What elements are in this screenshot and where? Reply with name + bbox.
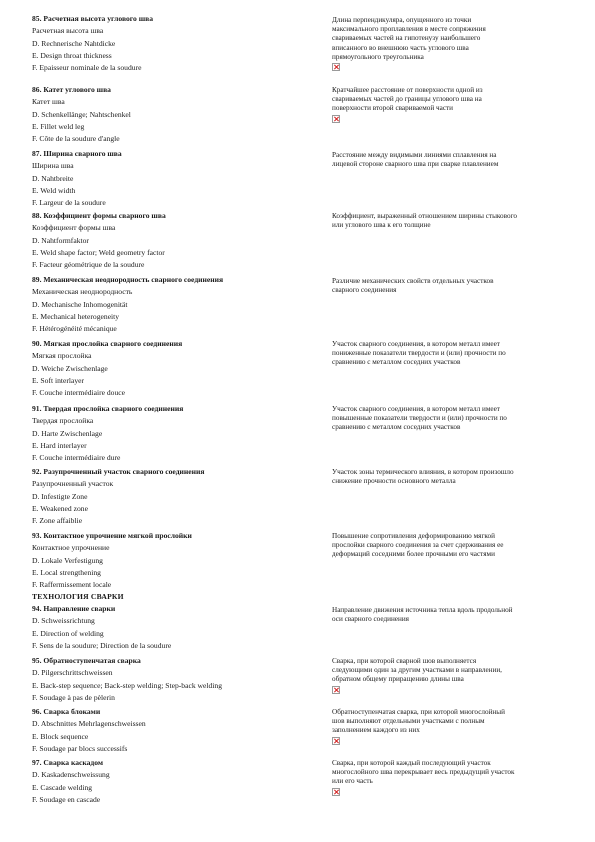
term-ru: Контактное упрочнение [32, 543, 110, 553]
term-fr: F. Couche intermédiaire dure [32, 453, 121, 463]
broken-image-icon [332, 63, 340, 71]
term-de: D. Harte Zwischenlage [32, 428, 103, 438]
term-de: D. Abschnittes Mehrlagenschweissen [32, 719, 146, 729]
term-definition: Коэффициент, выраженный отношением ширины стыкового или углового шва к его толщине [332, 212, 517, 230]
term-title: 97. Сварка каскадом [32, 758, 104, 767]
term-title: 85. Расчетная высота углового шва [32, 14, 154, 23]
term-ru: Разупрочненный участок [32, 479, 114, 489]
term-en: E. Soft interlayer [32, 375, 85, 385]
section-heading: ТЕХНОЛОГИЯ СВАРКИ [32, 592, 124, 601]
term-title: 87. Ширина сварного шва [32, 149, 122, 158]
term-definition: Направление движения источника тепла вдоль продольной оси сварного соединения [332, 606, 513, 624]
term-definition: Повышение сопротивления деформированию мягкой прослойки сварного соединения за счет сдерживания ее деформаций соседними более прочными его частями [332, 532, 504, 559]
term-definition: Сварка, при которой каждый последующий участок многослойного шва перекрывает весь предыдущий участок или его часть [332, 759, 554, 799]
term-ru: Твердая прослойка [32, 416, 94, 426]
term-title: 93. Контактное упрочнение мягкой прослойки [32, 531, 192, 540]
term-fr: F. Soudage par blocs successifs [32, 743, 128, 753]
term-de: D. Weiche Zwischenlage [32, 363, 108, 373]
broken-image-icon [332, 686, 340, 694]
term-fr: F. Epaisseur nominale de la soudure [32, 63, 142, 73]
term-definition: Кратчайшее расстояние от поверхности одной из свариваемых частей до границы углового шва на поверхности второй свариваемой части [332, 86, 554, 126]
term-de: D. Schenkellänge; Nahtschenkel [32, 109, 131, 119]
term-ru: Ширина шва [32, 161, 74, 171]
term-fr: F. Sens de la soudure; Direction de la soudure [32, 640, 172, 650]
term-en: E. Weld shape factor; Weld geometry factor [32, 247, 165, 257]
term-fr: F. Zone affaiblie [32, 516, 83, 526]
term-de: D. Rechnerische Nahtdicke [32, 38, 116, 48]
term-en: E. Block sequence [32, 731, 89, 741]
term-en: E. Local strengthening [32, 567, 101, 577]
broken-image-icon [332, 737, 340, 745]
term-de: D. Nahtformfaktor [32, 235, 89, 245]
term-fr: F. Facteur géométrique de la soudure [32, 260, 145, 270]
term-en: E. Direction of welding [32, 628, 104, 638]
term-en: E. Back-step sequence; Back-step welding; Step-back welding [32, 680, 222, 690]
term-fr: F. Soudage à pas de pèlerin [32, 692, 115, 702]
term-definition: Участок сварного соединения, в котором металл имеет повышенные показатели твердости и (или) прочности по сравнению с металлом соседних участков [332, 405, 507, 432]
term-title: 88. Коэффициент формы сварного шва [32, 211, 166, 220]
term-de: D. Schweissrichtung [32, 616, 95, 626]
term-de: D. Lokale Verfestigung [32, 555, 103, 565]
term-en: E. Weld width [32, 185, 76, 195]
term-title: 86. Катет углового шва [32, 85, 111, 94]
term-fr: F. Côte de la soudure d'angle [32, 134, 120, 144]
term-ru: Механическая неоднородность [32, 287, 133, 297]
term-en: E. Mechanical heterogeneity [32, 311, 120, 321]
term-fr: F. Hétérogénéité mécanique [32, 324, 117, 334]
term-title: 91. Твердая прослойка сварного соединения [32, 404, 184, 413]
term-title: 89. Механическая неоднородность сварного соединения [32, 275, 224, 284]
term-title: 92. Разупрочненный участок сварного соединения [32, 467, 205, 476]
term-definition: Различие механических свойств отдельных участков сварного соединения [332, 277, 494, 295]
term-en: E. Weakened zone [32, 503, 88, 513]
term-fr: F. Raffermissement locale [32, 580, 112, 590]
term-ru: Расчетная высота шва [32, 26, 104, 36]
term-fr: F. Largeur de la soudure [32, 198, 106, 208]
term-definition: Участок зоны термического влияния, в котором произошло снижение прочности основного металла [332, 468, 514, 486]
term-fr: F. Couche intermédiaire douce [32, 388, 126, 398]
term-de: D. Infestigte Zone [32, 491, 88, 501]
term-en: E. Fillet weld leg [32, 121, 85, 131]
term-definition: Обратноступенчатая сварка, при которой многослойный шов выполняют отдельными участками с полным заполнением каждого из них [332, 708, 554, 748]
term-title: 95. Обратноступенчатая сварка [32, 656, 141, 665]
term-de: D. Pilgerschrittschweissen [32, 668, 113, 678]
term-ru: Катет шва [32, 97, 65, 107]
term-ru: Коэффициент формы шва [32, 223, 116, 233]
term-ru: Мягкая прослойка [32, 351, 92, 361]
term-definition: Участок сварного соединения, в котором металл имеет пониженные показатели твердости и (или) прочности по сравнению с металлом соседних участков [332, 340, 506, 367]
term-title: 90. Мягкая прослойка сварного соединения [32, 339, 183, 348]
term-en: E. Cascade welding [32, 782, 93, 792]
term-de: D. Nahtbreite [32, 173, 74, 183]
term-definition: Расстояние между видимыми линиями сплавления на лицевой стороне сварного шва при сварке плавлением [332, 151, 499, 169]
term-title: 94. Направление сварки [32, 604, 116, 613]
term-de: D. Kaskadenschweissung [32, 770, 110, 780]
term-title: 96. Сварка блоками [32, 707, 101, 716]
term-de: D. Mechanische Inhomogenität [32, 299, 128, 309]
term-en: E. Design throat thickness [32, 50, 112, 60]
term-definition: Сварка, при которой сварной шов выполняется следующими один за другим участками в направлении, обратном общему приращению длины шва [332, 657, 554, 697]
term-en: E. Hard interlayer [32, 440, 87, 450]
term-definition: Длина перпендикуляра, опущенного из точки максимального проплавления в месте сопряжения свариваемых частей на гипотенузу наибольшего вписанного во внешнюю часть углового шва прямоугольного треугольника [332, 16, 554, 74]
term-fr: F. Soudage en cascade [32, 794, 101, 804]
broken-image-icon [332, 115, 340, 123]
broken-image-icon [332, 788, 340, 796]
